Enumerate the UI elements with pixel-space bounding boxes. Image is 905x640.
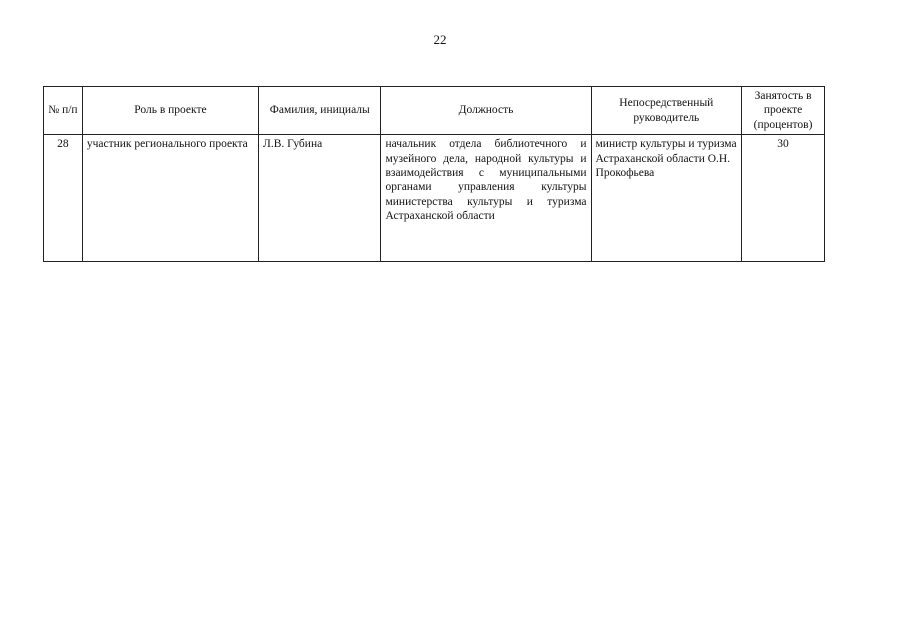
project-staff-table	[43, 86, 825, 262]
table-row	[44, 135, 825, 262]
cell-employment: 30	[742, 135, 825, 262]
cell-num: 28	[44, 135, 83, 262]
header-name: Фамилия, инициалы	[259, 87, 381, 135]
cell-supervisor: министр культуры и туризма Астраханской области О.Н. Прокофьева	[591, 135, 742, 262]
table-header-row	[44, 87, 825, 135]
cell-name: Л.В. Губина	[259, 135, 381, 262]
header-supervisor: Непосредственный руководитель	[591, 87, 742, 135]
cell-position: начальник отдела библиотечного и музейного дела, народной культуры и взаимодействия с муниципальными органами управления культуры министерства культуры и туризма Астраханской области	[381, 135, 591, 262]
page-number: 22	[433, 32, 447, 47]
header-employment: Занятость в проекте (процентов)	[742, 87, 825, 135]
header-num: № п/п	[44, 87, 83, 135]
cell-role: участник регионального проекта	[82, 135, 258, 262]
header-position: Должность	[381, 87, 591, 135]
header-role: Роль в проекте	[82, 87, 258, 135]
